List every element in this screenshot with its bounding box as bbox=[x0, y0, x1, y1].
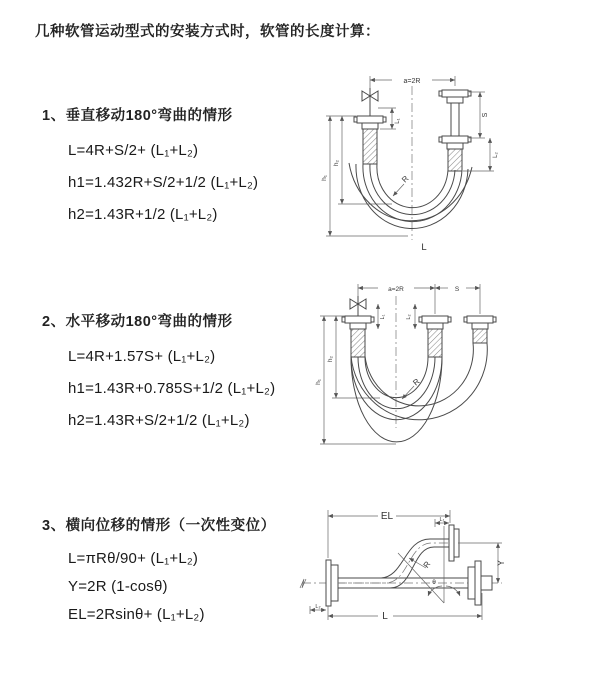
dim-label-l2: L₂ bbox=[406, 314, 412, 320]
hose-braid-middle bbox=[428, 329, 442, 357]
diagram-horizontal-180 bbox=[310, 276, 600, 456]
hose-braid-left bbox=[351, 329, 365, 357]
dim-label-l2: L₂ bbox=[315, 604, 321, 610]
hose-u-bend bbox=[351, 343, 487, 442]
dim-label-a2r: a=2R bbox=[403, 78, 421, 85]
section-heading: 1、垂直移动180°弯曲的情形 bbox=[42, 108, 233, 124]
hose-u-bend bbox=[349, 163, 472, 229]
formula-line: h2=1.43R+S/2+1/2 (L₁+L₂) bbox=[68, 412, 250, 429]
formula-line: L=πRθ/90+ (L₁+L₂) bbox=[68, 550, 199, 567]
upper-flange bbox=[449, 525, 459, 561]
right-flange bbox=[468, 561, 492, 605]
dimension-l1 bbox=[435, 517, 449, 527]
dim-label-h2: h₂ bbox=[333, 159, 340, 167]
formula-list bbox=[42, 135, 322, 231]
radius-label: R bbox=[411, 376, 422, 388]
dimension-s bbox=[469, 92, 489, 138]
formula-line: EL=2Rsinθ+ (L₁+L₂) bbox=[68, 606, 205, 623]
dimension-l1 bbox=[378, 304, 386, 329]
section-horizontal-180 bbox=[42, 310, 322, 437]
hose-braid-right bbox=[448, 149, 462, 171]
radius-callout bbox=[402, 377, 422, 399]
dim-label-l1: L₁ bbox=[439, 517, 445, 523]
dim-label-l2: L₂ bbox=[493, 152, 499, 158]
left-flange bbox=[342, 316, 374, 329]
middle-flange bbox=[419, 316, 451, 329]
dim-label-y: Y bbox=[496, 559, 506, 567]
dimension-l2 bbox=[310, 604, 326, 614]
formula-list bbox=[42, 341, 322, 437]
radius-label: R bbox=[421, 559, 433, 570]
dim-label-s: S bbox=[482, 112, 489, 118]
dim-label-h1: h₁ bbox=[315, 379, 322, 385]
dim-label-s: S bbox=[454, 286, 460, 293]
valve-icon bbox=[362, 88, 378, 116]
dim-label-theta: θ bbox=[432, 579, 436, 586]
dim-label-l1: L₁ bbox=[380, 314, 386, 320]
dim-label-h1: h₁ bbox=[321, 175, 328, 181]
section-vertical-180 bbox=[42, 104, 322, 231]
right-flange bbox=[464, 316, 496, 329]
page-title: 几种软管运动型式的安装方式时，软管的长度计算： bbox=[35, 24, 380, 40]
formula-line: L=4R+S/2+ (L₁+L₂) bbox=[68, 142, 199, 159]
dim-label-el: EL bbox=[380, 511, 394, 522]
centerline-break-mark bbox=[300, 579, 306, 588]
dim-label-l1: L₁ bbox=[395, 118, 401, 124]
diagram-lateral-displacement bbox=[298, 498, 598, 643]
left-flange bbox=[354, 116, 386, 129]
dimension-width bbox=[358, 284, 480, 314]
formula-line: Y=2R (1-cosθ) bbox=[68, 578, 168, 595]
length-label: L bbox=[421, 242, 427, 253]
left-flange bbox=[326, 560, 338, 606]
formula-line: h1=1.432R+S/2+1/2 (L₁+L₂) bbox=[68, 174, 259, 191]
dim-label-a2r: a=2R bbox=[388, 286, 404, 293]
valve-icon bbox=[350, 296, 366, 316]
dim-label-length: L bbox=[382, 611, 388, 622]
dimension-length bbox=[328, 593, 482, 622]
diagram-vertical-180 bbox=[312, 66, 572, 258]
hose-braid-left bbox=[363, 129, 377, 164]
right-flange-bottom bbox=[439, 136, 471, 149]
dimension-el bbox=[328, 510, 450, 558]
formula-line: h2=1.43R+1/2 (L₁+L₂) bbox=[68, 206, 218, 223]
formula-list bbox=[42, 545, 322, 629]
radius-label: R bbox=[400, 174, 411, 185]
radius-callout bbox=[393, 174, 411, 196]
dimension-l2 bbox=[406, 304, 415, 329]
formula-line: L=4R+1.57S+ (L₁+L₂) bbox=[68, 348, 216, 365]
section-heading: 3、横向位移的情形（一次性变位） bbox=[42, 518, 276, 534]
dim-label-h2: h₂ bbox=[327, 355, 334, 363]
formula-line: h1=1.43R+0.785S+1/2 (L₁+L₂) bbox=[68, 380, 276, 397]
right-flange-top bbox=[439, 90, 471, 136]
section-heading: 2、水平移动180°弯曲的情形 bbox=[42, 314, 233, 330]
hose-braid-right bbox=[473, 329, 487, 343]
section-lateral-displacement bbox=[42, 514, 322, 629]
